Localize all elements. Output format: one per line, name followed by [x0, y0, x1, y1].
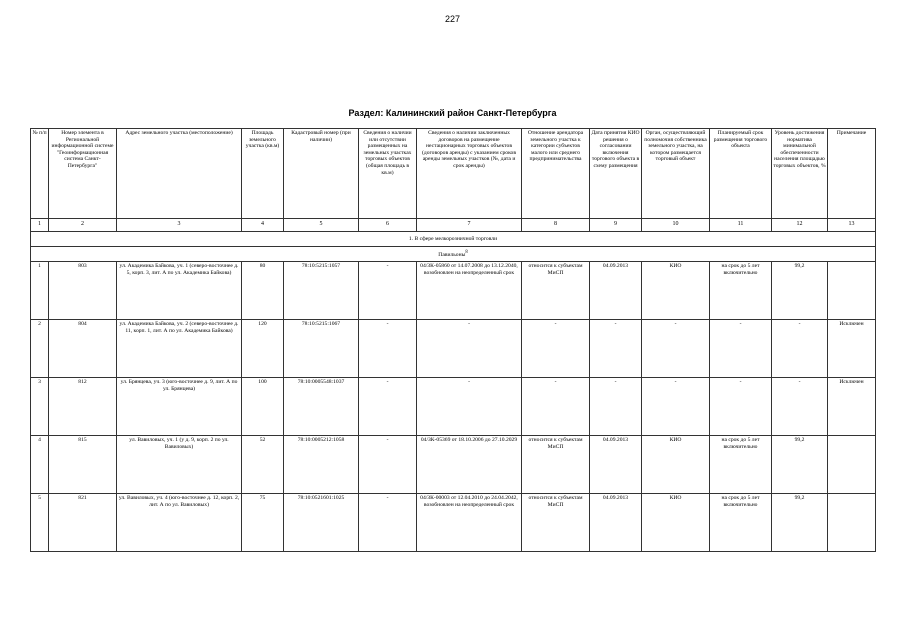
table-cell: -: [359, 320, 417, 378]
table-cell: -: [710, 320, 772, 378]
table-cell: 1: [31, 262, 49, 320]
table-cell: на срок до 5 лет включительно: [710, 436, 772, 494]
column-number: 11: [710, 219, 772, 232]
table-cell: ул. Академика Байкова, уч. 1 (северо-восточнее д. 5, корп. 3, лит. А по ул. Академика Байкова): [117, 262, 242, 320]
table-cell: -: [417, 378, 522, 436]
header-cell: Номер элемента в Региональной информационной системе "Геоинформационная система Санкт-Петербурга": [49, 129, 117, 219]
table-cell: 80: [242, 262, 284, 320]
table-cell: КИО: [642, 436, 710, 494]
table-cell: -: [590, 320, 642, 378]
table-cell: [828, 262, 876, 320]
table-cell: 04.09.2013: [590, 262, 642, 320]
header-cell: Сведения о наличии или отсутствии размещенных на земельных участках торговых объектов (общая площадь в кв.м): [359, 129, 417, 219]
header-cell: Уровень достижения норматива минимальной обеспеченности населения площадью торговых объектов, %: [772, 129, 828, 219]
table-cell: 99,2: [772, 436, 828, 494]
column-number: 9: [590, 219, 642, 232]
column-number: 13: [828, 219, 876, 232]
table-cell: 5: [31, 494, 49, 552]
column-number: 12: [772, 219, 828, 232]
column-number: 1: [31, 219, 49, 232]
table-cell: 04/ЗК-05860 от 14.07.2008 до 13.12.2040, возобновлен на неопределенный срок: [417, 262, 522, 320]
table-cell: 78:10:0005548:1037: [284, 378, 359, 436]
column-number: 3: [117, 219, 242, 232]
table-cell: -: [522, 378, 590, 436]
table-cell: -: [359, 378, 417, 436]
table-cell: -: [642, 320, 710, 378]
table-row: [31, 320, 876, 378]
table-cell: -: [710, 378, 772, 436]
table-cell: 803: [49, 262, 117, 320]
column-number: 10: [642, 219, 710, 232]
table-cell: [828, 436, 876, 494]
subgroup-title: Павильоны$^8$: [31, 247, 876, 262]
table-cell: -: [359, 436, 417, 494]
table-cell: 3: [31, 378, 49, 436]
table-cell: ул. Брянцева, уч. 3 (юго-восточнее д. 9, лит. А по ул. Брянцева): [117, 378, 242, 436]
table-cell: 75: [242, 494, 284, 552]
table-cell: -: [359, 262, 417, 320]
table-cell: [828, 494, 876, 552]
table-cell: -: [772, 320, 828, 378]
table-cell: КИО: [642, 494, 710, 552]
table-cell: -: [359, 494, 417, 552]
column-number: 5: [284, 219, 359, 232]
header-cell: Кадастровый номер (при наличии): [284, 129, 359, 219]
header-cell: Адрес земельного участка (местоположение): [117, 129, 242, 219]
group-title: 1. В сфере мелкорозничной торговли: [31, 232, 876, 247]
header-cell: № п/п: [31, 129, 49, 219]
table-cell: Исключен: [828, 378, 876, 436]
column-number: 8: [522, 219, 590, 232]
table-cell: 78:10:5215:1057: [284, 262, 359, 320]
table-cell: 78:10:0521601:1025: [284, 494, 359, 552]
table-cell: 821: [49, 494, 117, 552]
table-cell: 78:10:0005212:1058: [284, 436, 359, 494]
table-cell: относится к субъектам МиСП: [522, 436, 590, 494]
table-cell: -: [417, 320, 522, 378]
table-cell: -: [522, 320, 590, 378]
table-cell: ул. Вавиловых, уч. 4 (юго-восточнее д. 12, корп. 2, лит. А по ул. Вавиловых): [117, 494, 242, 552]
header-cell: Дата принятия КИО решения о согласовании включения торгового объекта в схему размещения: [590, 129, 642, 219]
table-cell: 78:10:5215:1067: [284, 320, 359, 378]
table-cell: 812: [49, 378, 117, 436]
table-cell: -: [642, 378, 710, 436]
table-cell: 2: [31, 320, 49, 378]
header-cell: Примечание: [828, 129, 876, 219]
table-cell: 4: [31, 436, 49, 494]
table-cell: 99,2: [772, 262, 828, 320]
table-cell: относится к субъектам МиСП: [522, 494, 590, 552]
column-number: 4: [242, 219, 284, 232]
column-number: 6: [359, 219, 417, 232]
header-row: [31, 129, 876, 219]
table-cell: 04.09.2013: [590, 494, 642, 552]
section-title: Раздел: Калининский район Санкт-Петербурга: [348, 108, 557, 118]
header-cell: Площадь земельного участка (кв.м): [242, 129, 284, 219]
header-cell: Орган, осуществляющий полномочия собственника земельного участка, на котором размещается торговый объект: [642, 129, 710, 219]
column-number: 2: [49, 219, 117, 232]
table-cell: ул. Вавиловых, уч. 1 (у д. 9, корп. 2 по ул. Вавиловых): [117, 436, 242, 494]
table-cell: 04/ЗК-00003 от 12.04.2010 до 24.04.2042, возобновлен на неопределенный срок: [417, 494, 522, 552]
header-cell: Отношение арендатора земельного участка к категории субъектов малого или среднего предпринимательства: [522, 129, 590, 219]
table-row: [31, 262, 876, 320]
table-cell: 04/ЗК-05369 от 18.10.2006 до 27.10.2029: [417, 436, 522, 494]
table-cell: 04.09.2013: [590, 436, 642, 494]
land-plots-table: [30, 128, 876, 552]
data-rows: [31, 262, 876, 552]
table-cell: на срок до 5 лет включительно: [710, 262, 772, 320]
table-cell: ул. Академика Байкова, уч. 2 (северо-восточнее д. 11, корп. 1, лит. А по ул. Академика Байкова): [117, 320, 242, 378]
header-cell: Планируемый срок размещения торгового объекта: [710, 129, 772, 219]
subgroup-title-text: Павильоны: [438, 251, 466, 258]
table-cell: 100: [242, 378, 284, 436]
table-cell: КИО: [642, 262, 710, 320]
table-cell: 120: [242, 320, 284, 378]
column-number: 7: [417, 219, 522, 232]
table-cell: относится к субъектам МиСП: [522, 262, 590, 320]
table-cell: 52: [242, 436, 284, 494]
table-cell: Исключен: [828, 320, 876, 378]
table-cell: 99,2: [772, 494, 828, 552]
table-cell: на срок до 5 лет включительно: [710, 494, 772, 552]
subgroup-row: [31, 247, 876, 262]
table-row: [31, 378, 876, 436]
header-cell: Сведения о наличии заключенных договоров на размещение нестационарных торговых объектов (договоров аренды) с указанием сроков аренды земельных участков (№, дата и срок аренды): [417, 129, 522, 219]
table-row: [31, 494, 876, 552]
table-row: [31, 436, 876, 494]
column-number-row: [31, 219, 876, 232]
page-number: 227: [444, 14, 461, 24]
table-cell: -: [590, 378, 642, 436]
table-cell: 804: [49, 320, 117, 378]
table-cell: -: [772, 378, 828, 436]
group-row: [31, 232, 876, 247]
table-cell: 815: [49, 436, 117, 494]
